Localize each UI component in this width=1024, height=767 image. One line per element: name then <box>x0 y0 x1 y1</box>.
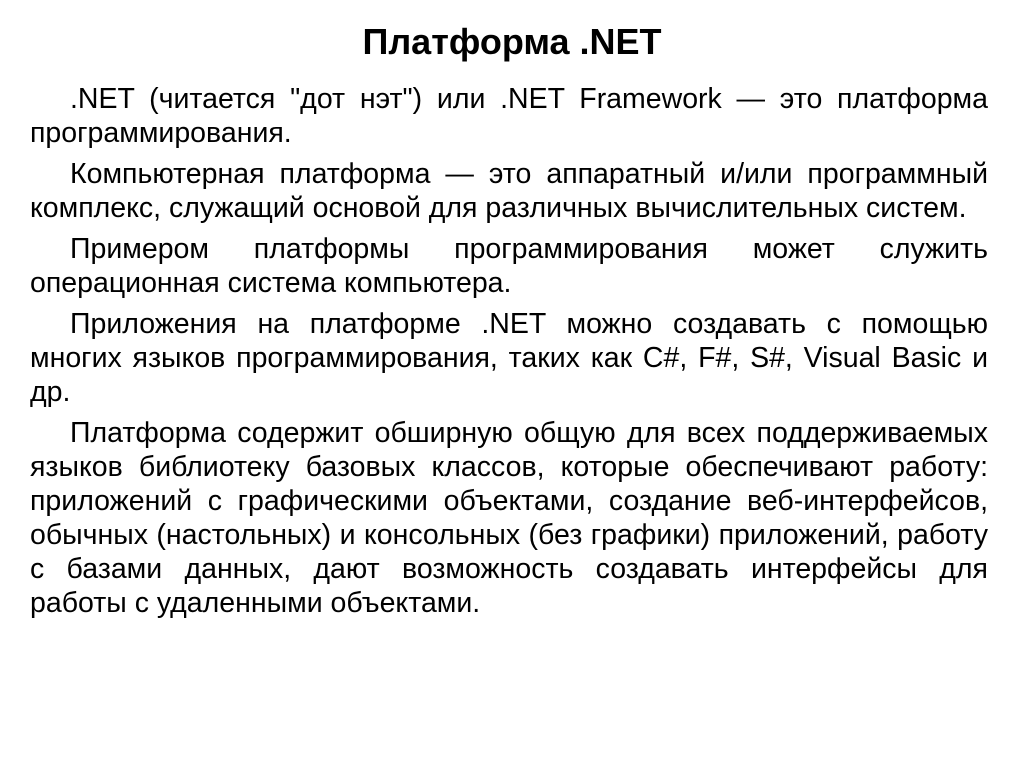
paragraph-languages: Приложения на платформе .NET можно создавать с помощью многих языков программирования, таких как C#, F#, S#, Visual Basic и др. <box>30 308 988 408</box>
paragraph-class-library: Платформа содержит обширную общую для всех поддерживаемых языков библиотеку базовых классов, которые обеспечивают работу: приложений с графическими объектами, создание веб-интерфейсов, обычных (настольных) и консольных (без графики) приложений, работу с базами данных, дают возможность создавать интерфейсы для работы с удаленными объектами. <box>30 417 988 619</box>
slide-body <box>30 82 988 627</box>
paragraph-net-definition: .NET (читается "дот нэт") или .NET Framework — это платформа программирования. <box>30 83 988 149</box>
paragraph-platform-example: Примером платформы программирования может служить операционная система компьютера. <box>30 233 988 299</box>
slide-title: Платформа .NET <box>362 21 662 62</box>
paragraph-computer-platform: Компьютерная платформа — это аппаратный и/или программный комплекс, служащий основой для различных вычислительных систем. <box>30 158 988 224</box>
